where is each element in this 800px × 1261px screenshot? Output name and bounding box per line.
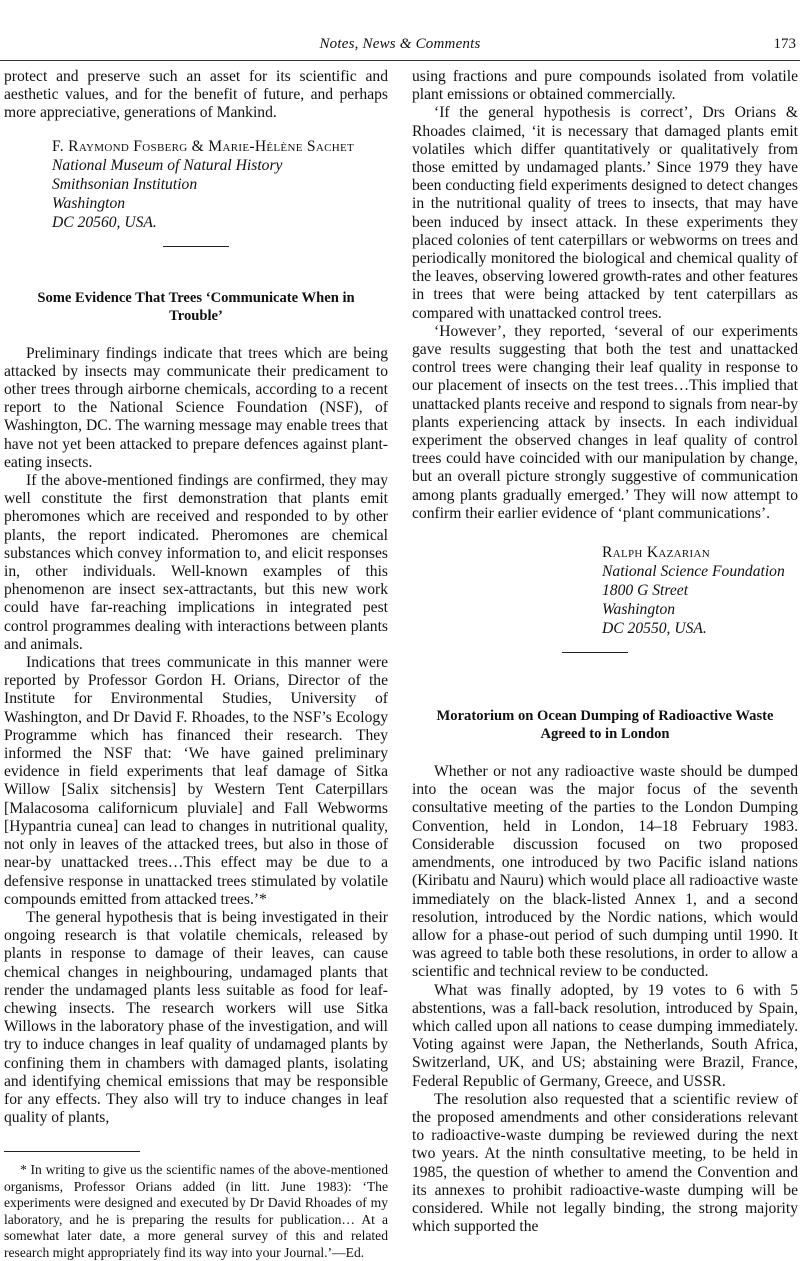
paragraph: ‘If the general hypothesis is correct’, Drs Orians & Rhoades claimed, ‘it is necessary that damaged plants emit volatiles which differ quantitatively or qualitatively from those emitted by undamaged plants.’ Since 1979 they have been conducting field experiments designed to detect changes in the nutritional quality of trees to insects, that may have been induced by insect attack. In these experiments they placed colonies of tent caterpillars or webworms on trees and periodically monitored the biological and chemical quality of the leaves, observing lowered growth-rates and other features in trees that were being attacked by tent caterpillars as compared with unattacked control trees. bbox=[412, 104, 798, 322]
affiliation-line: Smithsonian Institution bbox=[52, 175, 198, 193]
section-divider bbox=[163, 246, 229, 247]
affiliation-line: National Museum of Natural History bbox=[52, 156, 283, 174]
affiliation-line: Washington bbox=[602, 601, 676, 619]
affiliation-line: National Science Foundation bbox=[602, 563, 785, 581]
paragraph-intro: protect and preserve such an asset for its scientific and aesthetic values, and for the benefit of future, and perhaps more appreciative, generations of Mankind. bbox=[4, 68, 388, 122]
paragraph: Whether or not any radioactive waste should be dumped into the ocean was the major focus of the seventh consultative meeting of the parties to the London Dumping Convention, held in London, 14–18 February 1983. Considerable discussion focused on two proposed amendments, one introduced by two Pacific island nations (Kiribatu and Nauru) which would place all radioactive waste immediately on the black-listed Annex 1, and a second resolution, introduced by the Nordic nations, which would allow for a phase-out period of such dumping until 1990. It was agreed to table both these resolutions, in order to allow a scientific and technical review to be conducted. bbox=[412, 763, 798, 981]
footnote-rule bbox=[4, 1151, 140, 1152]
left-column bbox=[4, 68, 388, 1261]
paragraph: using fractions and pure compounds isolated from volatile plant emissions or obtained commercially. bbox=[412, 68, 798, 104]
paragraph: The general hypothesis that is being investigated in their ongoing research is that volatile chemicals, released by plants in response to damage of their leaves, can cause chemical changes in neighbouring, undamaged plants that render the undamaged plants less suitable as food for leaf-chewing insects. The research workers will use Sitka Willows in the laboratory phase of the investigation, and will try to induce changes in leaf quality of undamaged plants by confining them in chambers with damaged plants, isolating and identifying chemical emissions that may be responsible for any effects. They also will try to induce changes in leaf quality of plants, bbox=[4, 908, 388, 1127]
footnote bbox=[4, 1162, 388, 1261]
article-title: Moratorium on Ocean Dumping of Radioactive Waste Agreed to in London bbox=[436, 708, 774, 743]
article-title: Some Evidence That Trees ‘Communicate When in Trouble’ bbox=[37, 289, 355, 324]
affiliation-line: Washington bbox=[52, 194, 126, 212]
affiliation-line: 1800 G Street bbox=[602, 582, 689, 600]
author-name: Ralph Kazarian bbox=[602, 544, 710, 562]
paragraph: If the above-mentioned findings are confirmed, they may well constitute the first demonstration that plants emit pheromones which are received and responded to by other plants, the report indicated. Pheromones are chemical substances which convey information to, and elicit responses in, other individuals. Well-known examples of this phenomenon are insect sex-attractants, but this new work could have far-reaching implications in integrated pest control programmes dealing with interactions between plants and animals. bbox=[4, 472, 388, 653]
footnote-text: * In writing to give us the scientific names of the above-mentioned organisms, Professor Orians added (in litt. June 1983): ‘The experiments were designed and executed by Dr David Rhoades of my laboratory, and he is preparing the results for publication… At a somewhat later date, a more general survey of this and related research might appropriately find its way into your Journal.’—Ed. bbox=[4, 1162, 388, 1260]
author-name: F. Raymond Fosberg & Marie-Hélène Sachet bbox=[52, 137, 355, 155]
paragraph: What was finally adopted, by 19 votes to 6 with 5 abstentions, was a fall-back resolution, introduced by Spain, which called upon all nations to cease dumping immediately. Voting against were Japan, the Netherlands, South Africa, Switzerland, UK, and US; abstaining were Brazil, France, Federal Republic of Germany, Greece, and USSR. bbox=[412, 981, 798, 1090]
journal-section-title: Notes, News & Comments bbox=[319, 36, 481, 52]
paragraph: Indications that trees communicate in this manner were reported by Professor Gordon H. Orians, Director of the Institute for Environmental Studies, University of Washington, and Dr David F. Rhoades, to the NSF’s Ecology Programme which has financed their research. They informed the NSF that: ‘We have gained preliminary evidence in field experiments that leaf damage of Sitka Willow [Salix sitchensis] by Western Tent Caterpillars [Malacosoma californicum pluviale] and Fall Webworms [Hypantria cunea] can lead to changes in nutritional quality, not only in leaves of the attacked trees, but also in those of near-by unattacked trees…This effect may be due to a defensive response in unattacked trees stimulated by volatile compounds emitted from attacked trees.’* bbox=[4, 654, 388, 908]
paragraph: Preliminary findings indicate that trees which are being attacked by insects may communicate their predicament to other trees through airborne chemicals, according to a recent report to the National Science Foundation (NSF), of Washington, DC. The warning message may enable trees that have not yet been attacked to prepare defences against plant-eating insects. bbox=[4, 344, 388, 471]
page-number: 173 bbox=[773, 36, 796, 52]
affiliation-line: DC 20550, USA. bbox=[602, 620, 707, 638]
author-signature bbox=[52, 137, 388, 232]
header-rule bbox=[0, 60, 800, 61]
affiliation-line: DC 20560, USA. bbox=[52, 213, 157, 231]
author-signature bbox=[602, 543, 798, 638]
right-column bbox=[412, 68, 798, 1236]
running-header bbox=[0, 36, 800, 58]
paragraph: ‘However’, they reported, ‘several of our experiments gave results suggesting that both the test and unattacked control trees were changing their leaf quality in response to our placement of insects on the test trees…This implied that unattacked plants receive and respond to signals from near-by plants experiencing attack by insects. In each individual experiment the observed changes in leaf quality of control trees could have coincided with our manipulation by change, but an overall picture strongly suggestive of communication among plants gradually emerged.’ They will now attempt to confirm their earlier evidence of ‘plant communications’. bbox=[412, 322, 798, 522]
paragraph: The resolution also requested that a scientific review of the proposed amendments and other considerations relevant to radioactive-waste dumping be reviewed during the next two years. At the ninth consultative meeting, to be held in 1985, the question of whether to amend the Convention and its annexes to prohibit radioactive-waste dumping will be considered. While not legally binding, the strong majority which supported the bbox=[412, 1090, 798, 1236]
section-divider bbox=[562, 652, 628, 653]
